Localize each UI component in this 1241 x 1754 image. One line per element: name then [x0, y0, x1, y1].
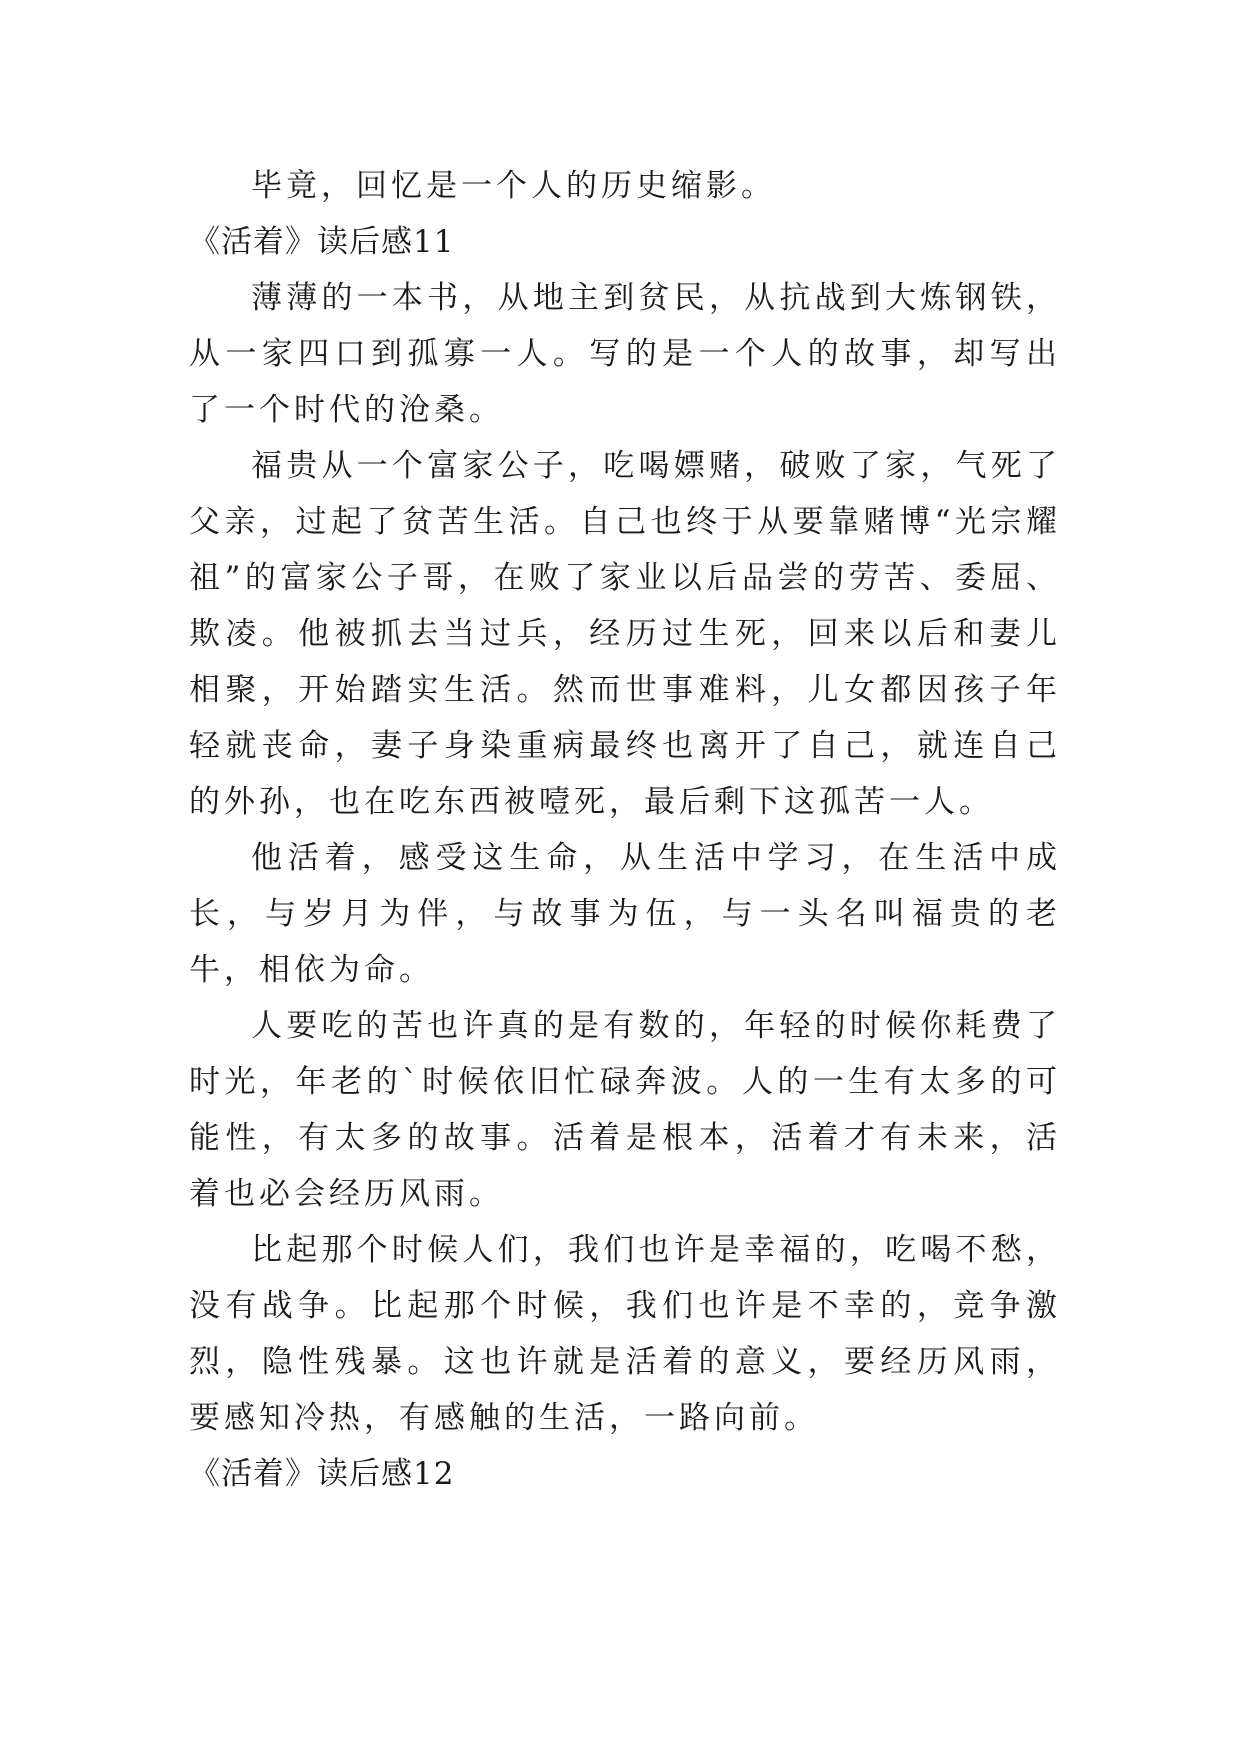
- paragraph-living: 他活着，感受这生命，从生活中学习，在生活中成长，与岁月为伴，与故事为伍，与一头名叫福贵的老牛，相依为命。: [189, 840, 1061, 988]
- paragraph-fugui-story: 福贵从一个富家公子，吃喝嫖赌，破败了家，气死了父亲，过起了贫苦生活。自己也终于从要靠赌博“光宗耀祖”的富家公子哥，在败了家业以后品尝的劳苦、委屈、欺凌。他被抓去当过兵，经历过生死，回来以后和妻儿相聚，开始踏实生活。然而世事难料，儿女都因孩子年轻就丧命，妻子身染重病最终也离开了自己，就连自己的外孙，也在吃东西被噎死，最后剩下这孤苦一人。: [189, 448, 1061, 820]
- essay-heading-11: 《活着》读后感11: [189, 224, 455, 260]
- paragraph-closing-line: 毕竟，回忆是一个人的历史缩影。: [251, 168, 776, 204]
- paragraph-intro: 薄薄的一本书，从地主到贫民，从抗战到大炼钢铁，从一家四口到孤寡一人。写的是一个人的故事，却写出了一个时代的沧桑。: [189, 280, 1061, 428]
- essay-heading-12: 《活着》读后感12: [189, 1456, 455, 1492]
- paragraph-comparison: 比起那个时候人们，我们也许是幸福的，吃喝不愁，没有战争。比起那个时候，我们也许是不幸的，竞争激烈，隐性残暴。这也许就是活着的意义，要经历风雨，要感知冷热，有感触的生活，一路向前。: [189, 1232, 1061, 1436]
- paragraph-hardship: 人要吃的苦也许真的是有数的，年轻的时候你耗费了时光，年老的`时候依旧忙碌奔波。人的一生有太多的可能性，有太多的故事。活着是根本，活着才有未来，活着也必会经历风雨。: [189, 1008, 1061, 1212]
- document-body: [189, 158, 1061, 1502]
